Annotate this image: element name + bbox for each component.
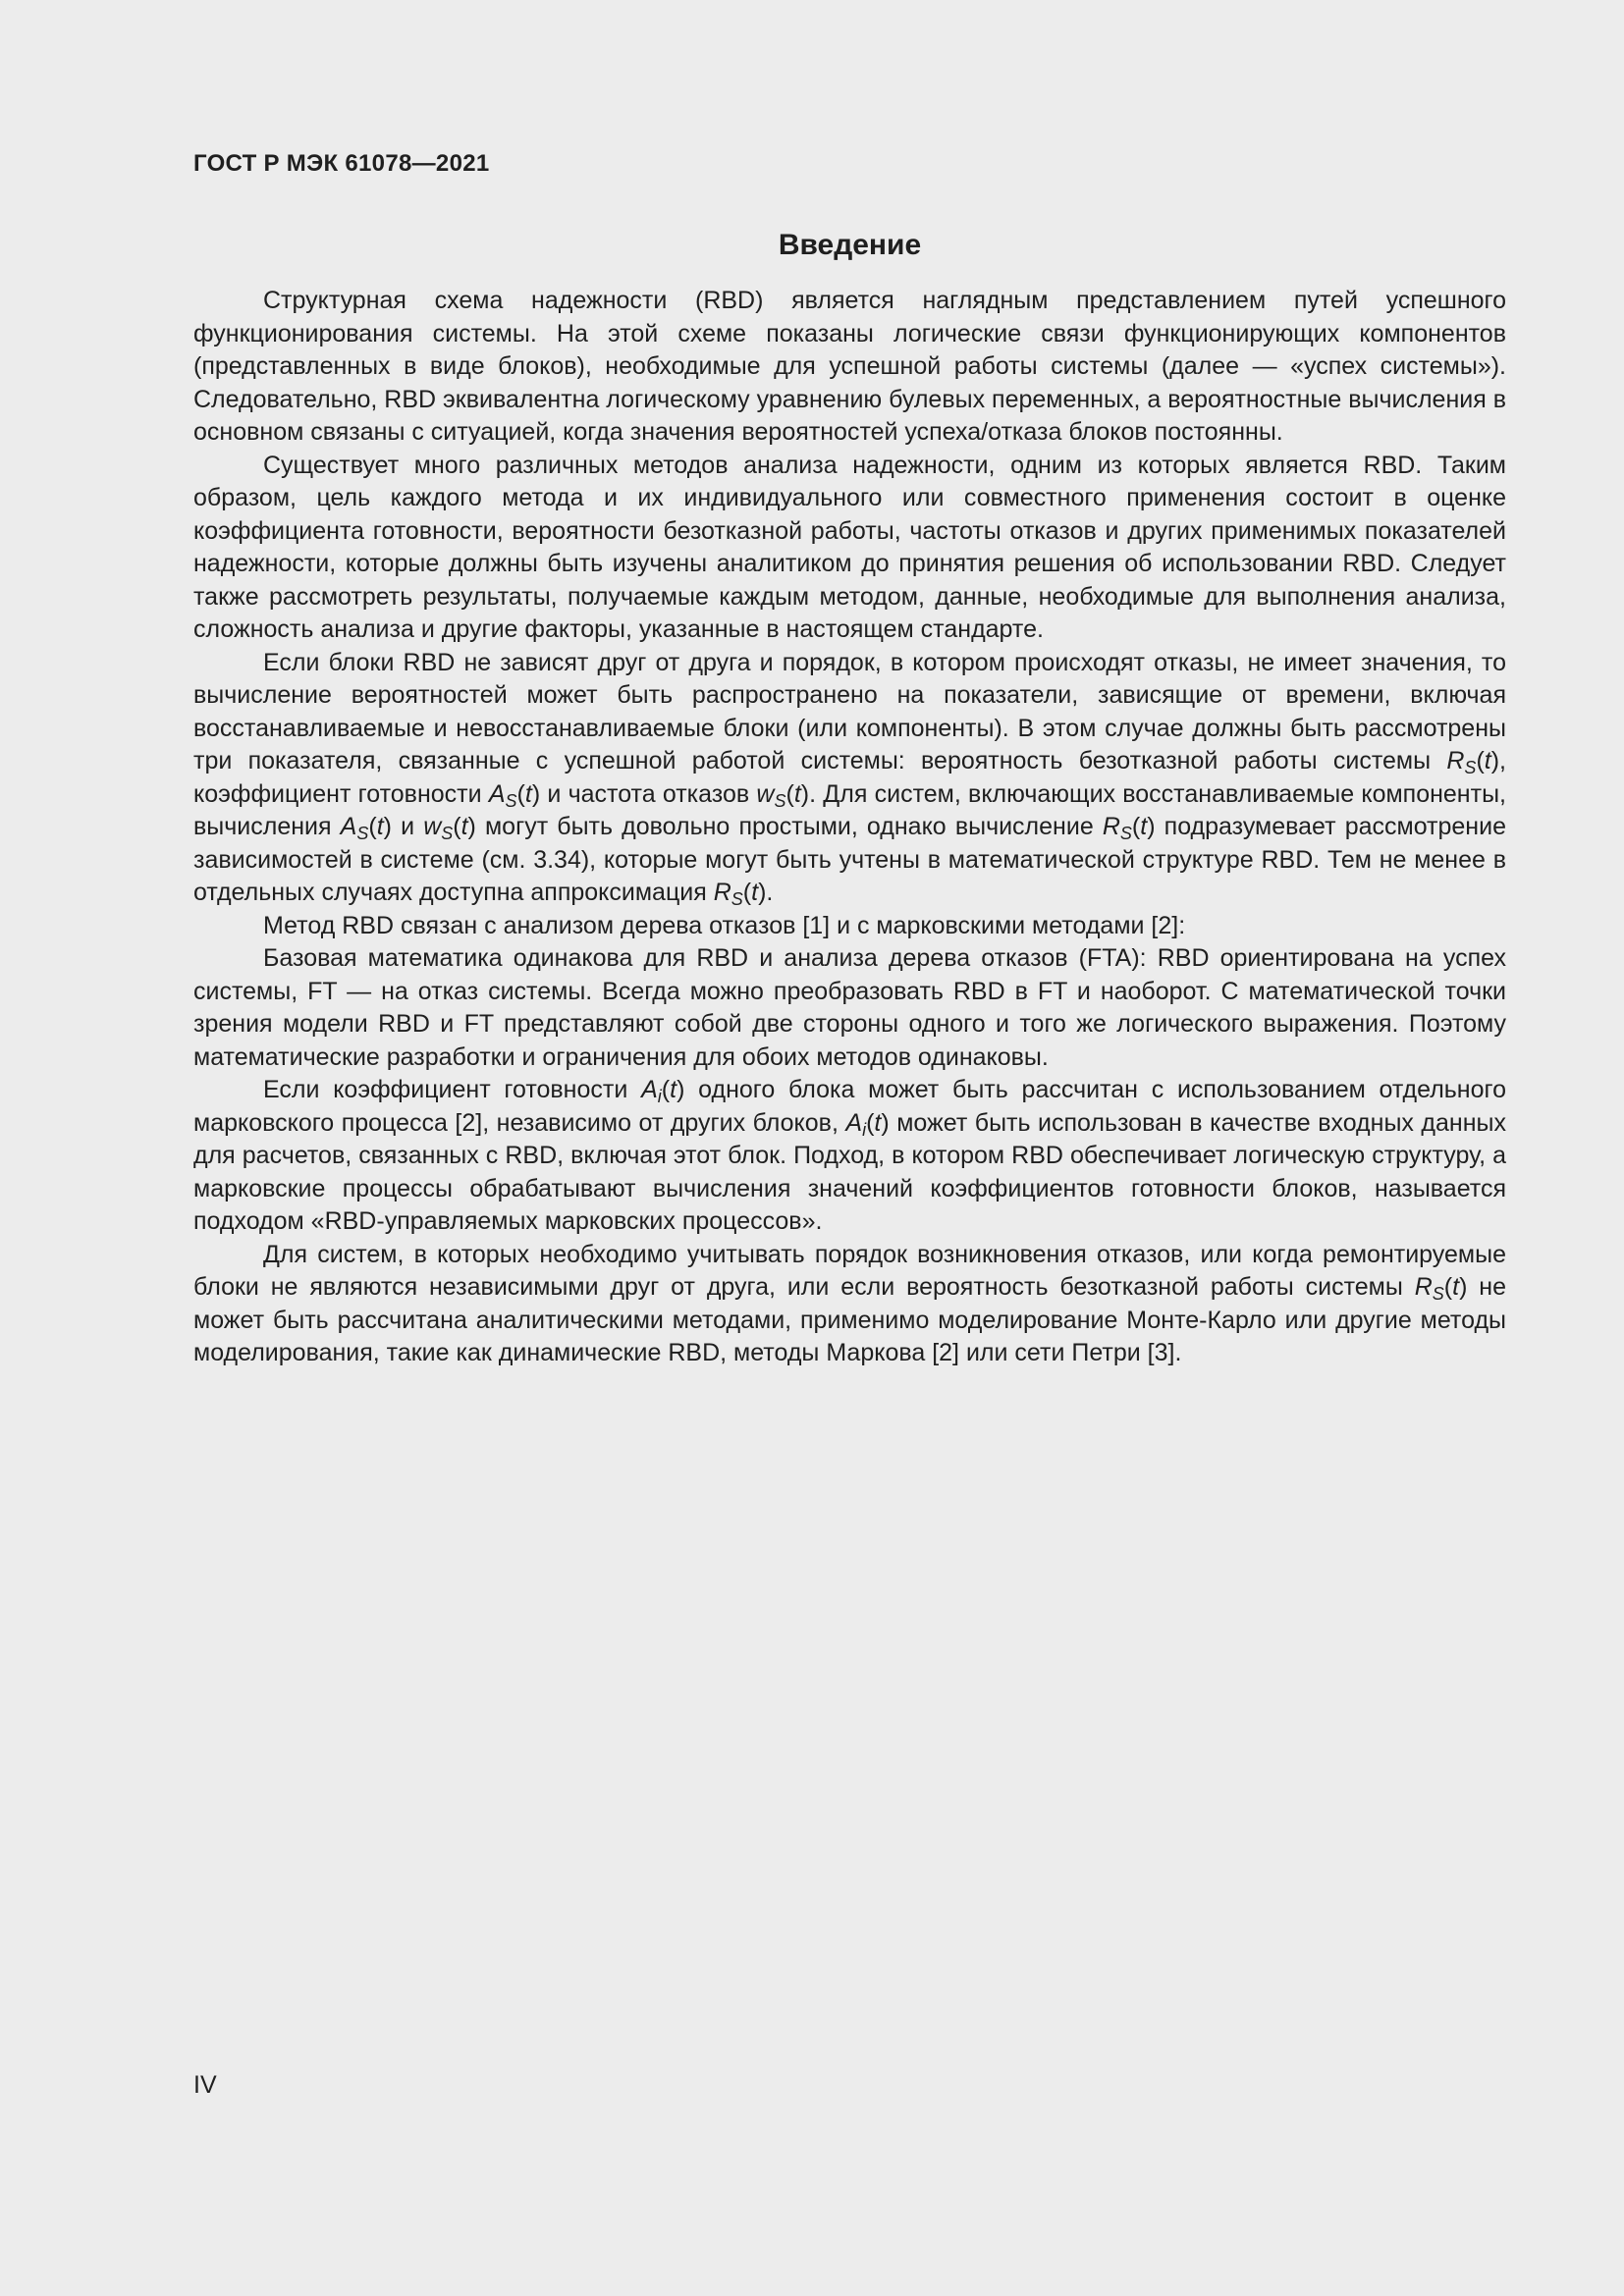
text-run: не может быть рассчитана аналитическими методами, применимо моделирование Монте-Карло или другие методы моделирования, такие как динамические RBD, методы Маркова [2] или сети Петри [3]. — [193, 1273, 1506, 1366]
paragraph-5: Базовая математика одинакова для RBD и анализа дерева отказов (FTA): RBD ориентирована на успех системы, FT — на отказ системы. Всегда можно преобразовать RBD в FT и наоборот. С математической точки зрения модели RBD и FT представляют собой две стороны одного и того же логического выражения. Поэтому математические разработки и ограничения для обоих методов одинаковы. — [193, 944, 1506, 1071]
section-title: Введение — [778, 229, 922, 261]
text-run: . Для систем, включающих восстанавливаемые компоненты, вычисления — [193, 779, 1506, 840]
math-ai-t: $A_i(t)$ — [641, 1076, 685, 1107]
document-page — [193, 147, 1506, 1366]
text-run: Если блоки RBD не зависят друг от друга и порядок, в котором происходят отказы, не имеет значения, то вычисление вероятностей может быть распространено на показатели, зависящие от времени, включая восстанавливаемые и невосстанавливаемые блоки (или компоненты). В этом случае должны быть рассмотрены три показателя, связанные с успешной работой системы: вероятность безотказной работы системы — [193, 648, 1506, 774]
text-run: и частота отказов — [540, 779, 757, 808]
math-as-t: $A_S(t)$ — [340, 813, 392, 844]
math-as-t: $A_S(t)$ — [488, 779, 541, 811]
paragraph-7 — [193, 1239, 1506, 1370]
text-run: . — [766, 879, 774, 906]
text-run: могут быть довольно простыми, однако вычисление — [475, 813, 1103, 840]
math-rs-t: $R_S(t)$ — [1414, 1273, 1468, 1305]
math-ai-t: $A_i(t)$ — [845, 1108, 890, 1140]
math-rs-t: $R_S(t)$ — [713, 879, 767, 910]
math-rs-t: $R_S(t)$ — [1446, 747, 1500, 778]
text-run: , коэффициент готовности — [193, 747, 1506, 808]
math-ws-t: $w_S(t)$ — [423, 813, 476, 844]
text-run: Если коэффициент готовности — [263, 1076, 642, 1103]
paragraph-6 — [193, 1074, 1506, 1239]
text-run: одного блока может быть рассчитан с использованием отдельного марковского процесса [2], независимо от других блоков, — [193, 1076, 1506, 1137]
paragraph-4: Метод RBD связан с анализом дерева отказов [1] и с марковскими методами [2]: — [263, 911, 1186, 939]
math-ws-t: $w_S(t)$ — [756, 779, 810, 811]
paragraph-2: Существует много различных методов анализа надежности, одним из которых является RBD. Таким образом, цель каждого метода и их индивидуального или совместного применения состоит в оценке коэффициента готовности, вероятности безотказной работы, частоты отказов и других применимых показателей надежности, которые должны быть изучены аналитиком до принятия решения об использовании RBD. Следует также рассмотреть результаты, получаемые каждым методом, данные, необходимые для выполнения анализа, сложность анализа и другие факторы, указанные в настоящем стандарте. — [193, 451, 1506, 643]
text-run: Для систем, в которых необходимо учитывать порядок возникновения отказов, или когда ремонтируемые блоки не являются независимыми друг от друга, или если вероятность безотказной работы системы — [193, 1240, 1506, 1301]
document-header: ГОСТ Р МЭК 61078—2021 — [193, 150, 490, 177]
section-body — [193, 285, 1506, 1370]
paragraph-3 — [193, 647, 1506, 910]
text-run: подразумевает рассмотрение зависимостей в системе (см. 3.34), которые могут быть учтены в математической структуре RBD. Тем не менее в отдельных случаях доступна аппроксимация — [193, 813, 1506, 906]
text-run: и — [391, 813, 424, 840]
text-run: может быть использован в качестве входных данных для расчетов, связанных с RBD, включая этот блок. Подход, в котором RBD обеспечивает логическую структуру, а марковские процессы обрабатывают вычисления значений коэффициентов готовности блоков, называется подходом «RBD-управляемых марковских процессов». — [193, 1108, 1506, 1235]
math-rs-t: $R_S(t)$ — [1102, 813, 1156, 844]
page-number: IV — [193, 2071, 217, 2099]
paragraph-1: Структурная схема надежности (RBD) является наглядным представлением путей успешного функционирования системы. На этой схеме показаны логические связи функционирующих компонентов (представленных в виде блоков), необходимые для успешной работы системы (далее — «успех системы»). Следовательно, RBD эквивалентна логическому уравнению булевых переменных, а вероятностные вычисления в основном связаны с ситуацией, когда значения вероятностей успеха/отказа блоков постоянны. — [193, 287, 1506, 446]
